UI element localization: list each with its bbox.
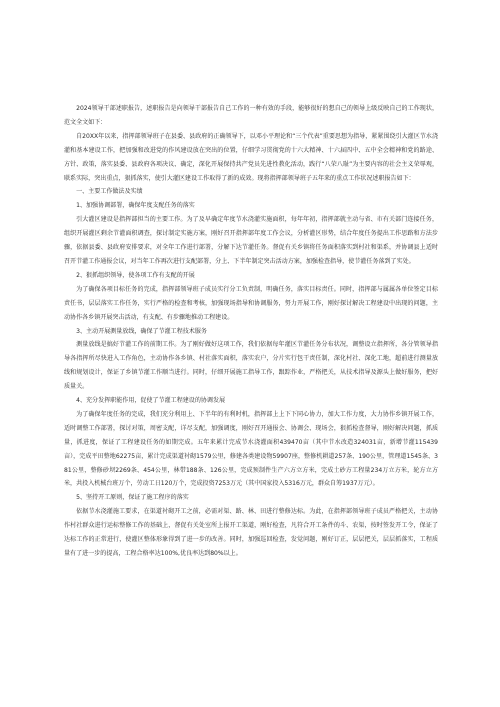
subsection-title-4: 4、充分发挥职能作用，促使了节灌工程建设的协调发展 <box>76 397 226 405</box>
subsection-title-2: 2、狠抓组织领导，使各项工作有支配的开展 <box>76 271 195 279</box>
subsection-title-1: 1、加强协调部署，确保年度支配任务的落实 <box>76 202 195 210</box>
subsection-title-3: 3、主动开展测量放线，确保了节灌工程技术服务 <box>76 327 207 335</box>
intro-paragraph-2: 自20XX年以来，指挥部领导班子在县委、县政府的正确领导下，以邓小平理论和“三个代表”重要思想为指导，紧紧围绕引大灌区节水浇灌和基本建设工作，把加强和改进党的作风建设放在突出的位置，仔细学习贯彻党的十六大精神、十六届四中、五中全会精神和党的路途、方针、政策，落实县委、县政府各项决议、确定，深化开展保持共产党员先进性教化活动，践行“八荣八耻”为主要内容的社会主义荣辱观，联系实际，突出重点，狠抓落实，使引大灌区建设工作取得了新的成效。现将指挥部领导班子五年来的重点工作状况述职报告如下： <box>64 132 438 182</box>
subsection-body-1: 引大灌区建设是指挥部担当的主要工作。为了及早确定年度节水浇灌实施面积，每年年初，指挥部就主动与省、市有关部门连接任务，组织开展灌区剩余节灌面积调查，探讨制定实施方案，刚好召开指挥部年度工作会议，分析灌区形势，结合年度任务提出工作思路和方法步骤，依据县委、县政府安排要求，对全年工作进行部署，分解下达节灌任务。督促有关乡镇将任务面积落实到村社和渠系，并协调县上适时召开节灌工作通报会议，对当年工作再次进行支配部署，分上、下半年制定突击活动方案，加强检查指导，使节灌任务落到了实处。 <box>64 216 438 265</box>
subsection-title-5: 5、坚持开工原则，保证了施工程序的落实 <box>76 494 189 502</box>
subsection-body-4: 为了确保年度任务的完成，我们充分利用上、下半年的有利时机，指挥部上上下下同心协力，加大工作力度，大力协作乡镇开展工作，适时调整工作部署，探讨对策，周密支配，详尽支配，加强调度，刚好召开通报会、协调会、现场会，狠抓检查督导，刚好解决问题，抓质量，抓进度，保证了工程建设任务的如期完成。五年来累计完成节水浇灌面积439470亩（其中节水改造324031亩，新增节灌115439亩），完成平田整地62275亩，累计完成渠道衬砌1579公里，修建各类建设物59907座，整修机耕道257条、190公里，管理道1545条、381公里，整修砂坝2269条、454公里，林带188条、126公里，完成预制件生产六方立方米，完成土砂方工程量234万立方米，轮方立方米，共投入机械台班万个，劳动工日120万个，完成投资7253万元（其中国家投入5316万元，群众自筹1937万元）。 <box>64 410 438 488</box>
subsection-body-3: 测量放线是搞好节灌工作的前期工作。为了刚好做好这项工作，我们依据每年灌区节灌任务分布状况，调整设立指挥所，各分管领导指导各指挥所尽快进入工作角色，主动协作各乡镇、村社落实面积，落实农户，分片实行包干责任制，深化村社、深化工地，超前进行测量放线和规划设计，保证了乡镇节灌工作顺当进行。同时，仔细开展施工指导工作，跟踪作业，严格把关，从技术指导及源头上做好服务，把好质量关。 <box>64 341 438 391</box>
subsection-body-2: 为了确保各项目标任务的完成，指挥部领导班子成员实行分工负责制，明确任务，落实目标责任。同时，指挥部与属属各单位签定目标责任书，层层落实工作任务，实行严格的检查和考核，加强现场指导和协调服务，努力开展工作，刚好探讨解决工程建设中出现的问题，主动协作各乡镇开展突击活动，有支配、有步骤地推动工程建设。 <box>64 285 438 321</box>
intro-paragraph-1: 2024领导干部述职报告，述职报告是向领导干部报告自己工作的一种有效的手段，能够很好的想自己的领导上级反映自己的工作现状，范文全文如下： <box>64 105 438 126</box>
section-heading-main: 一、主要工作做法及实绩 <box>76 188 143 196</box>
subsection-body-5: 依据节水浇灌施工要求，在渠道衬砌开工之前，必需对渠、路、林、田进行整修达标。为此，在指挥部领导班子成员严格把关，主动协作村社群众进行运标整修工作的基础上，督促有关处室所上报开工渠道，刚好检查，凡符合开工条件的斗、农渠，按时签发开工令，保证了达标工作的正常进行，使灌区整体形象得到了进一步的改善。同时，加强巡回检查，发觉问题，刚好订正，层层把关，层层抓落实，工程质量有了进一步的提高，工程合格率达100%,优良率达到80%以上。 <box>64 508 438 557</box>
report-body <box>64 102 438 561</box>
